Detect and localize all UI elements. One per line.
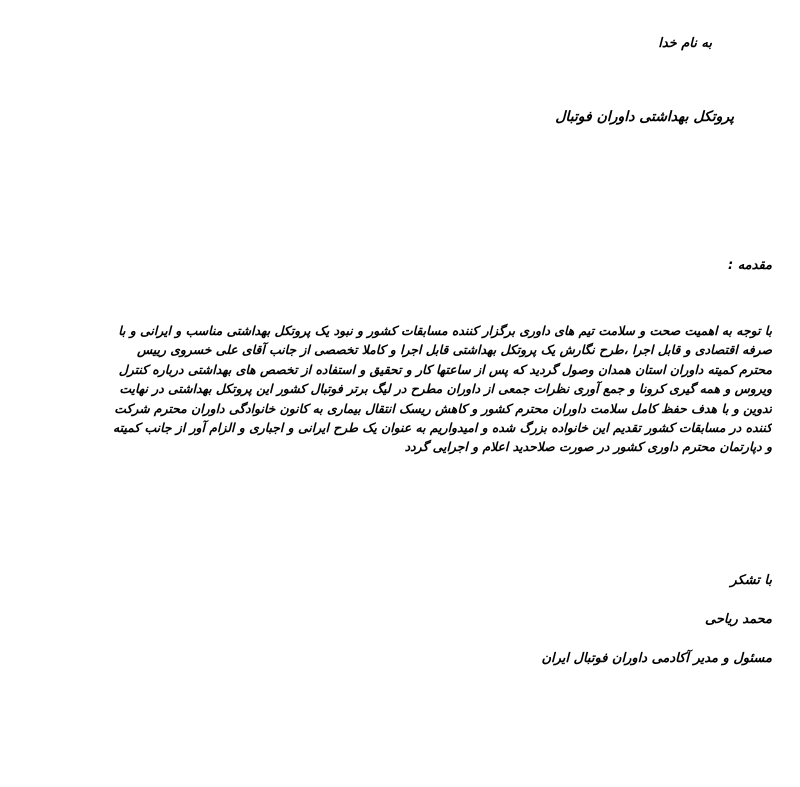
body-line: با توجه به اهمیت صحت و سلامت تیم های داوری برگزار کننده مسابقات کشور و نبود یک پروتکل بهداشتی مناسب و ایرانی و با — [118, 323, 772, 338]
body-line: ویروس و همه گیری کرونا و جمع آوری نظرات جمعی از داوران مطرح در لیگ برتر فوتبال کشور این پروتکل بهداشتی در نهایت — [119, 381, 772, 397]
body-line: و دپارتمان محترم داوری کشور در صورت صلاحدید اعلام و اجرایی گردد — [404, 439, 772, 455]
body-line: تدوین و با هدف حفظ کامل سلامت داوران محترم کشور و کاهش ریسک انتقال بیماری به کانون خانوادگی داوران محترم شرکت — [114, 400, 772, 416]
intro-heading: مقدمه : — [727, 258, 772, 273]
body-line: کننده در مسابقات کشور تقدیم این خانواده بزرگ شده و امیدواریم به عنوان یک طرح ایرانی و اجباری و الزام آور از جانب کمیته — [112, 420, 772, 436]
body-paragraph — [10, 321, 772, 457]
closing-line: با تشکر — [730, 573, 772, 588]
body-line: صرفه اقتصادی و قابل اجرا ،طرح نگارش یک پروتکل بهداشتی قابل اجرا و کاملا تخصصی از جانب آقای علی خسروی رییس — [136, 342, 772, 358]
invocation-line: به نام خدا — [658, 36, 712, 51]
signer-name: محمد ریاحی — [705, 612, 772, 627]
signer-title: مسئول و مدیر آکادمی داوران فوتبال ایران — [541, 651, 772, 666]
document-title: پروتکل بهداشتی داوران فوتبال — [555, 109, 734, 125]
body-line: محترم کمیته داوران استان همدان وصول گردید که پس از ساعتها کار و تحقیق و استفاده از تخصص های بهداشتی درباره کنترل — [118, 361, 772, 377]
